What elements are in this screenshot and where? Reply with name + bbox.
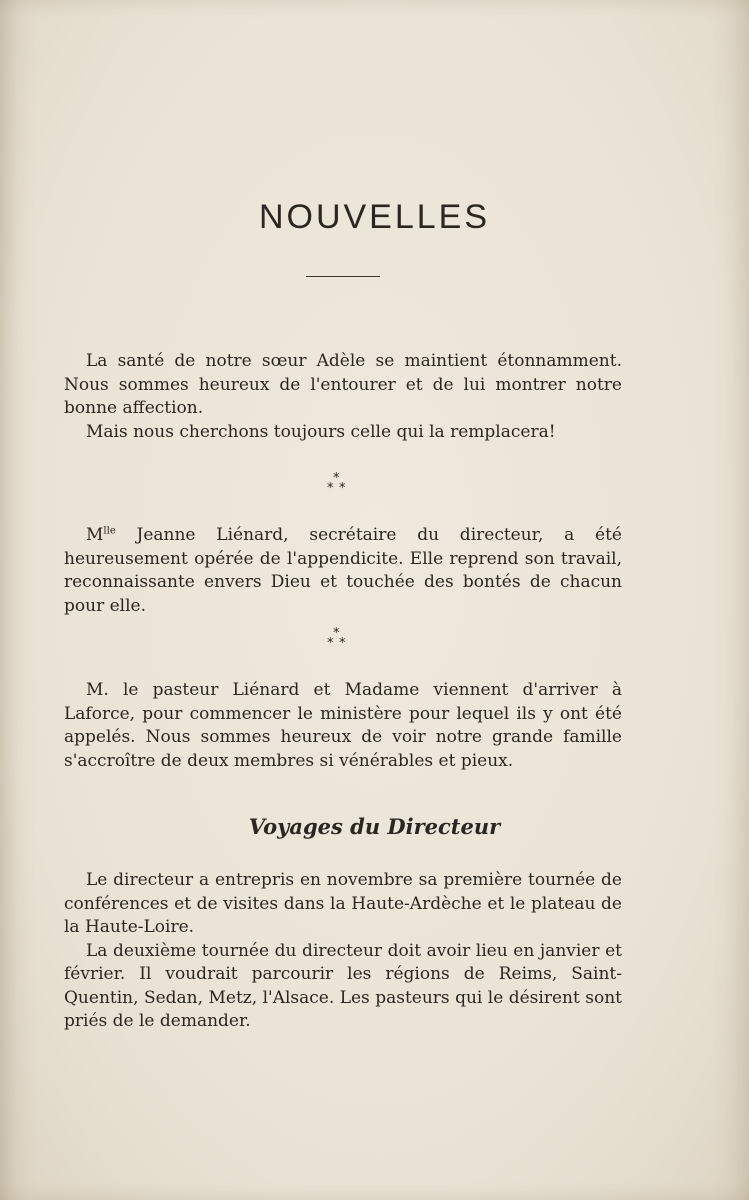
paragraph: Le directeur a entrepris en novembre sa première tournée de conférences et de visites dans la Haute-Ardèche et le plateau de la Haute-Loire.	[64, 870, 622, 937]
news-item-jeanne	[64, 524, 622, 618]
paragraph: La santé de notre sœur Adèle se maintient étonnamment. Nous sommes heureux de l'entourer et de lui montrer notre bonne affection.	[64, 351, 622, 418]
paragraph	[64, 524, 622, 618]
paragraph: M. le pasteur Liénard et Madame viennent d'arriver à Laforce, pour commencer le ministère pour lequel ils y ont été appelés. Nous sommes heureux de voir notre grande famille s'accroître de deux membres si vénérables et pieux.	[64, 680, 622, 771]
news-item-adele	[64, 350, 622, 444]
honorific: M	[86, 525, 104, 545]
title-rule	[306, 276, 380, 277]
asterisk: *	[333, 471, 340, 486]
asterisk: *	[327, 636, 334, 651]
paragraph: La deuxième tournée du directeur doit avoir lieu en janvier et février. Il voudrait parcourir les régions de Reims, Saint-Quentin, Sedan, Metz, l'Alsace. Les pasteurs qui le désirent sont priés de le demander.	[64, 940, 622, 1031]
asterisk: *	[327, 481, 334, 496]
paragraph-text: Jeanne Liénard, secrétaire du directeur, a été heureusement opérée de l'appendicite. Elle reprend son travail, reconnaissante envers Dieu et touchée des bontés de chacun pour elle.	[64, 525, 622, 616]
asterisk: *	[333, 626, 340, 641]
news-item-voyages	[64, 869, 622, 1034]
asterisk: *	[339, 636, 346, 651]
section-heading: Voyages du Directeur	[248, 814, 501, 839]
asterism-separator	[319, 627, 359, 653]
page-title: NOUVELLES	[258, 198, 491, 236]
news-item-pasteur	[64, 679, 622, 773]
asterism-separator	[319, 472, 359, 498]
paragraph: Mais nous cherchons toujours celle qui la remplacera!	[86, 421, 556, 442]
asterisk: *	[339, 481, 346, 496]
honorific-suffix: lle	[103, 525, 116, 537]
